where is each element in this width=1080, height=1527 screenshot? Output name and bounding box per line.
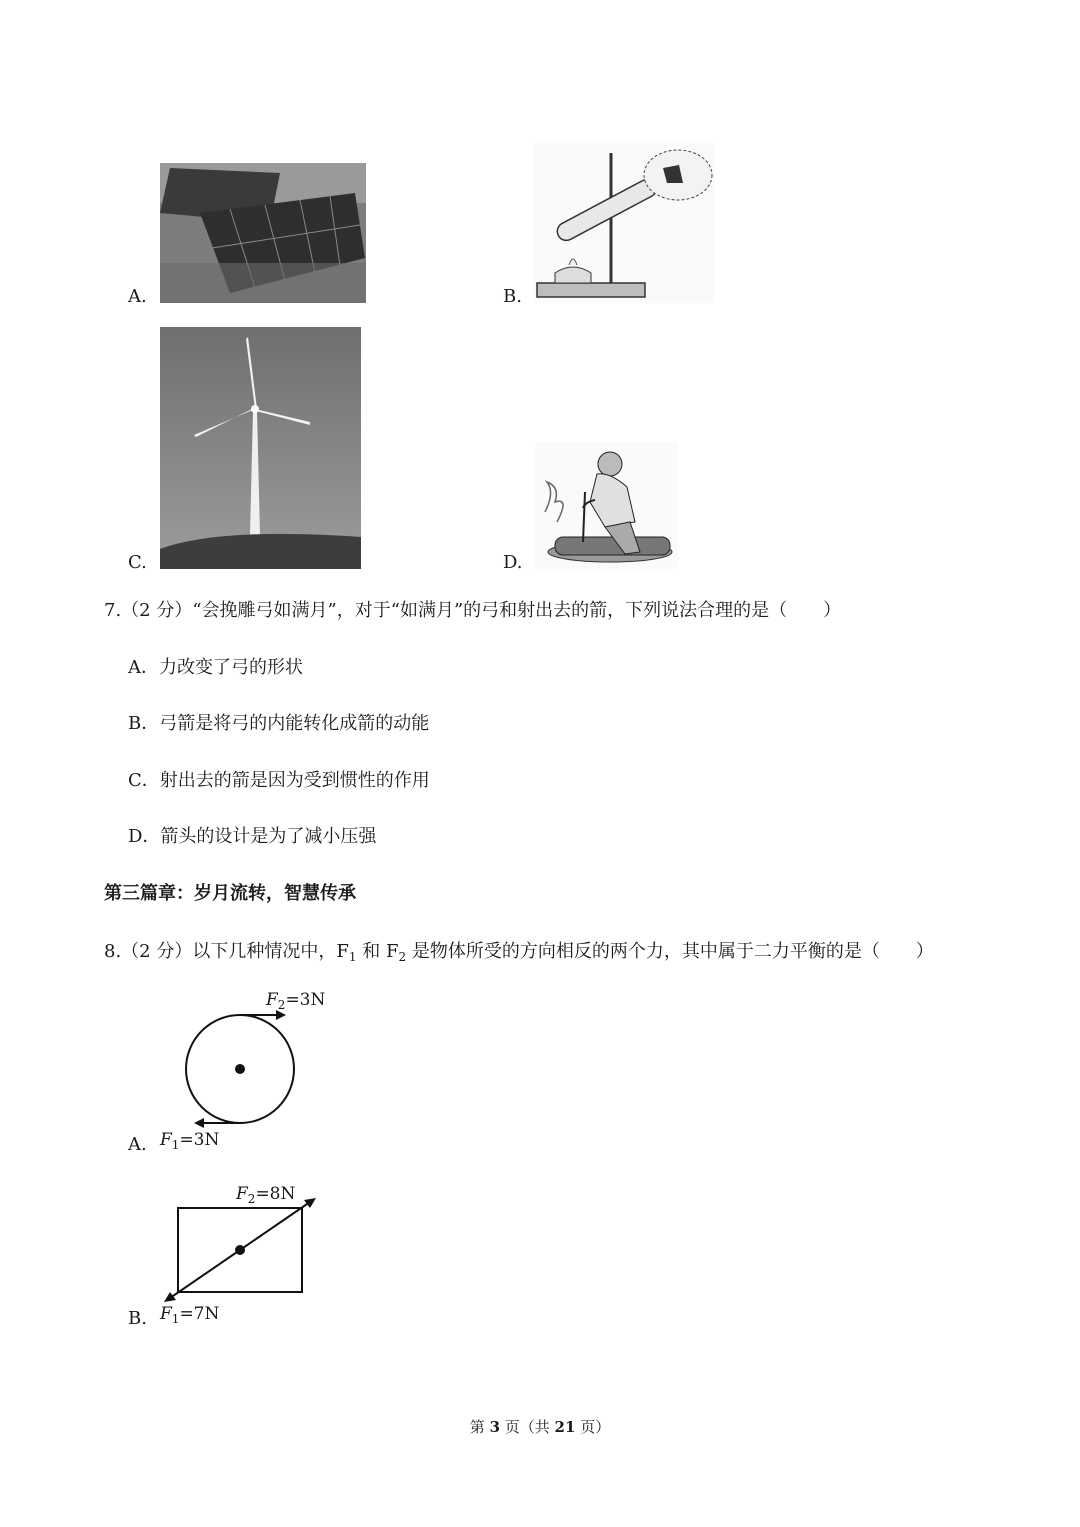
circle-force-diagram <box>158 986 338 1154</box>
q8-f1: F <box>336 941 349 962</box>
rect-f1-symbol: F <box>160 1304 172 1324</box>
q8-f2: F <box>385 941 399 962</box>
q7-option-a[interactable]: A．力改变了弓的形状 <box>128 657 303 678</box>
rect-f1-label <box>160 1302 219 1331</box>
circle-f1-sub: 1 <box>171 1138 180 1152</box>
rect-f2-sub: 2 <box>247 1192 256 1206</box>
rect-f2-value: =8N <box>255 1184 296 1204</box>
rect-f1-sub: 1 <box>171 1312 180 1326</box>
page-footer <box>0 1417 1080 1437</box>
circle-f2-value: =3N <box>285 990 326 1010</box>
circle-f2-label <box>266 988 325 1017</box>
footer-mid: 页（共 <box>500 1418 555 1436</box>
rect-f2-symbol: F <box>236 1184 248 1204</box>
circle-f2-sub: 2 <box>277 998 286 1012</box>
wind-turbine-image <box>160 327 361 569</box>
test-tube-heating-image <box>533 143 715 303</box>
chapter-heading: 第三篇章：岁月流转，智慧传承 <box>104 883 356 904</box>
q8-option-b-label: B. <box>128 1308 147 1329</box>
footer-page-number: 3 <box>489 1418 500 1436</box>
q7-option-c[interactable]: C．射出去的箭是因为受到惯性的作用 <box>128 770 430 791</box>
rect-f2-label <box>236 1182 295 1211</box>
q6-option-b-label: B. <box>503 286 522 307</box>
q7-stem: 7.（2 分）“会挽雕弓如满月”，对于“如满月”的弓和射出去的箭，下列说法合理的是（ ） <box>104 600 842 621</box>
fire-drilling-caveman-image <box>535 442 678 569</box>
q8-stem-pre: 8.（2 分）以下几种情况中， <box>104 941 337 962</box>
footer-suffix: 页） <box>575 1418 611 1436</box>
q6-option-c-label: C. <box>128 552 147 573</box>
circle-f2-symbol: F <box>266 990 278 1010</box>
footer-prefix: 第 <box>469 1418 490 1436</box>
q8-f1-sub: 1 <box>348 950 357 964</box>
q7-option-d[interactable]: D．箭头的设计是为了减小压强 <box>128 826 377 847</box>
q8-and: 和 <box>356 941 386 962</box>
q8-option-a-label: A. <box>128 1134 147 1155</box>
circle-f1-symbol: F <box>160 1130 172 1150</box>
rectangle-force-diagram <box>158 1180 338 1330</box>
circle-f1-label <box>160 1128 219 1157</box>
q8-stem <box>104 940 934 969</box>
footer-total-pages: 21 <box>554 1418 576 1436</box>
q6-option-d-label: D. <box>503 552 523 573</box>
q8-stem-post: 是物体所受的方向相反的两个力，其中属于二力平衡的是（ ） <box>406 941 934 962</box>
q8-f2-sub: 2 <box>398 950 407 964</box>
circle-f1-value: =3N <box>179 1130 220 1150</box>
solar-panel-image <box>160 163 366 303</box>
rect-f1-value: =7N <box>179 1304 220 1324</box>
q6-option-a-label: A. <box>128 286 147 307</box>
q7-option-b[interactable]: B．弓箭是将弓的内能转化成箭的动能 <box>128 713 430 734</box>
